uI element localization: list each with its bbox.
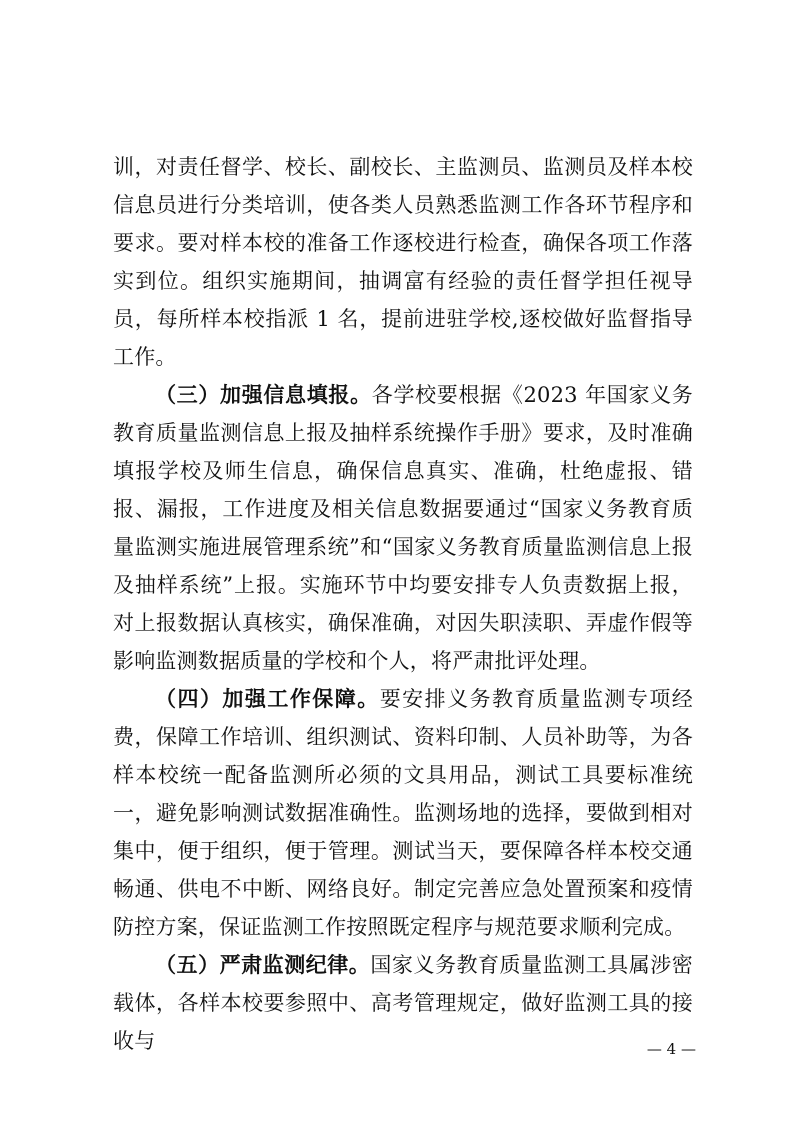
section-heading-4: （四）加强工作保障。 bbox=[155, 686, 380, 711]
paragraph-body: 训，对责任督学、校长、副校长、主监测员、监测员及样本校信息员进行分类培训，使各类人员熟悉监测工作各环节程序和要求。要对样本校的准备工作逐校进行检查，确保各项工作落实到位。组织实施期间，抽调富有经验的责任督学担任视导员，每所样本校指派 1 名，提前进驻学校,逐校做好监督指导工作。 bbox=[113, 155, 693, 369]
paragraph-body: 要安排义务教育质量监测专项经费，保障工作培训、组织测试、资料印制、人员补助等，为各样本校统一配备监测所必须的文具用品，测试工具要标准统一，避免影响测试数据准确性。监测场地的选择，要做到相对集中，便于组织，便于管理。测试当天，要保障各样本校交通畅通、供电不中断、网络良好。制定完善应急处置预案和疫情防控方案，保证监测工作按照既定程序与规范要求顺利完成。 bbox=[113, 687, 693, 939]
paragraph-information-reporting bbox=[113, 376, 693, 680]
paragraph-body: 各学校要根据《2023 年国家义务教育质量监测信息上报及抽样系统操作手册》要求，及时准确填报学校及师生信息，确保信息真实、准确，杜绝虚报、错报、漏报，工作进度及相关信息数据要通过“国家义务教育质量监测实施进展管理系统”和“国家义务教育质量监测信息上报及抽样系统”上报。实施环节中均要安排专人负责数据上报，对上报数据认真核实，确保准确，对因失职渎职、弄虚作假等影响监测数据质量的学校和个人，将严肃批评处理。 bbox=[113, 383, 693, 673]
section-heading-5: （五）严肃监测纪律。 bbox=[155, 952, 371, 977]
paragraph-work-guarantee bbox=[113, 680, 693, 946]
section-heading-3: （三）加强信息填报。 bbox=[155, 382, 372, 407]
paragraph-training-continuation bbox=[113, 148, 693, 376]
page-number: — 4 — bbox=[646, 1040, 696, 1058]
paragraph-monitoring-discipline bbox=[113, 946, 693, 1060]
paragraph-body: 国家义务教育质量监测工具属涉密载体，各样本校要参照中、高考管理规定，做好监测工具的接收与 bbox=[113, 953, 694, 1053]
document-body bbox=[113, 148, 693, 1060]
